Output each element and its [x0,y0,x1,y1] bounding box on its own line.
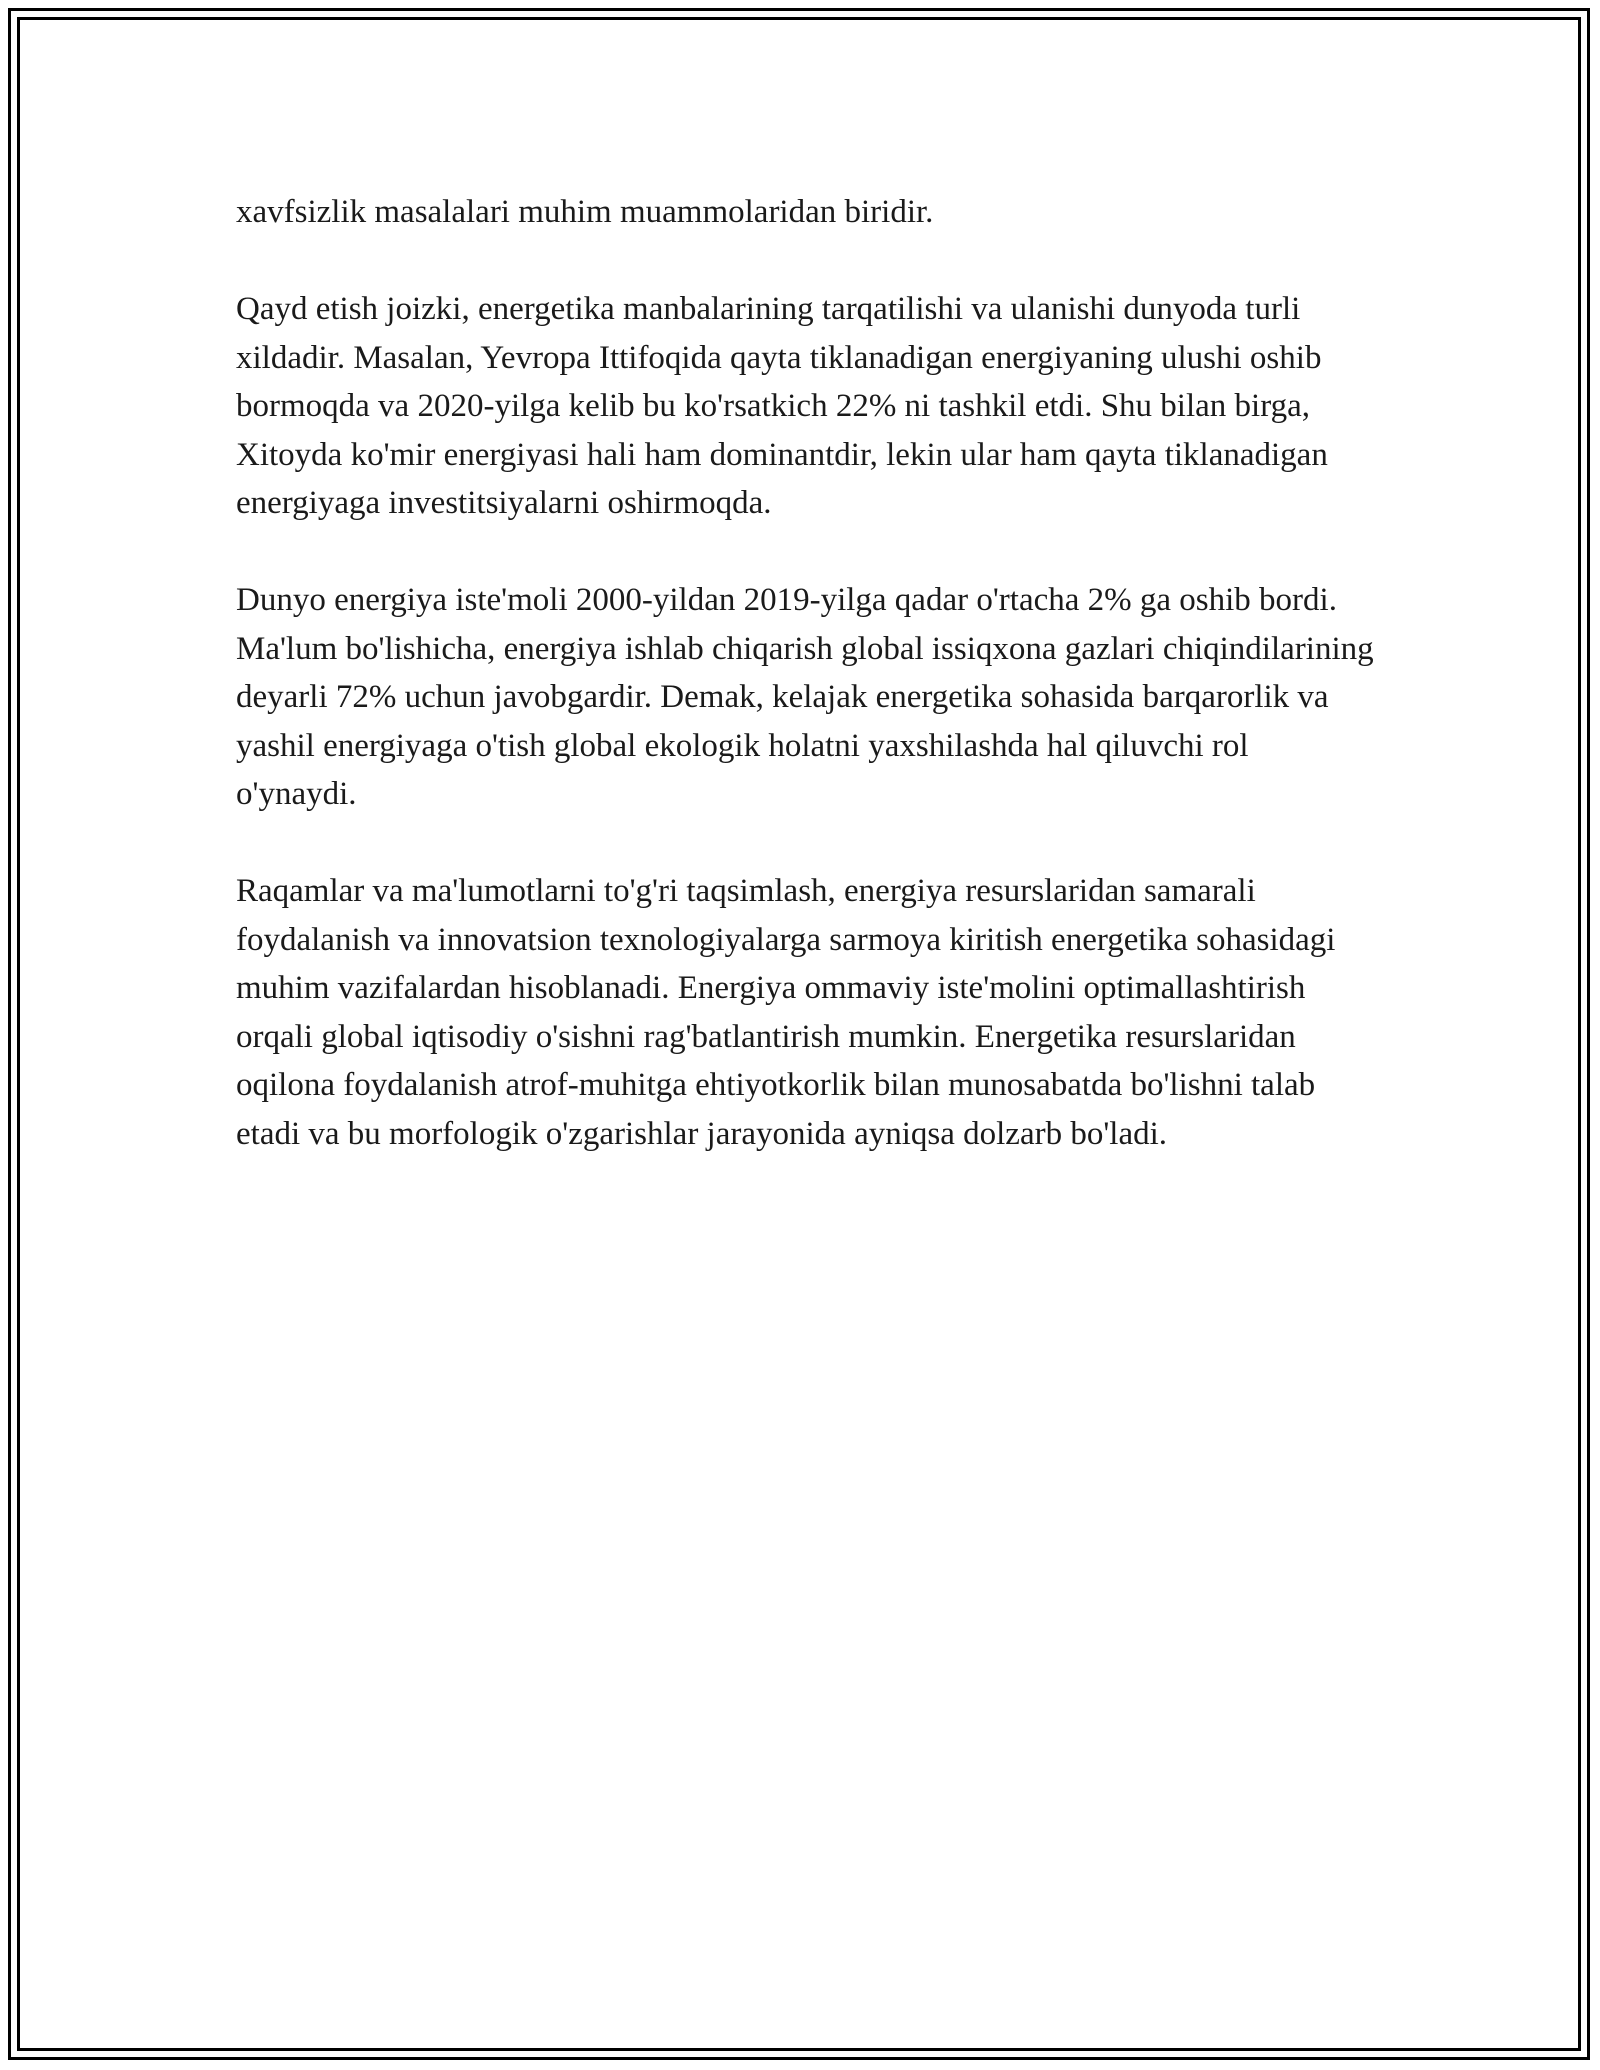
paragraph-1: xavfsizlik masalalari muhim muammolaridan biridir. [236,194,934,230]
paragraph-3: Dunyo energiya iste'moli 2000-yildan 2019-yilga qadar o'rtacha 2% ga oshib bordi. Ma'lum bo'lishicha, energiya ishlab chiqarish global issiqxona gazlari chiqindilarining deyarli 72% uchun javobgardir. Demak, kelajak energetika sohasida barqarorlik va yashil energiyaga o'tish global ekologik holatni yaxshilashda hal qiluvchi rol o'ynaydi. [236,582,1374,812]
paragraph-2: Qayd etish joizki, energetika manbalarining tarqatilishi va ulanishi dunyoda turli xildadir. Masalan, Yevropa Ittifoqida qayta tiklanadigan energiyaning ulushi oshib bormoqda va 2020-yilga kelib bu ko'rsatkich 22% ni tashkil etdi. Shu bilan birga, Xitoyda ko'mir energiyasi hali ham dominantdir, lekin ular ham qayta tiklanadigan energiyaga investitsiyalarni oshirmoqda. [236,291,1328,521]
document-body [236,188,1376,1158]
paragraph-4: Raqamlar va ma'lumotlarni to'g'ri taqsimlash, energiya resurslaridan samarali foydalanish va innovatsion texnologiyalarga sarmoya kiritish energetika sohasidagi muhim vazifalardan hisoblanadi. Energiya ommaviy iste'molini optimallashtirish orqali global iqtisodiy o'sishni rag'batlantirish mumkin. Energetika resurslaridan oqilona foydalanish atrof-muhitga ehtiyotkorlik bilan munosabatda bo'lishni talab etadi va bu morfologik o'zgarishlar jarayonida ayniqsa dolzarb bo'ladi. [236,873,1336,1152]
